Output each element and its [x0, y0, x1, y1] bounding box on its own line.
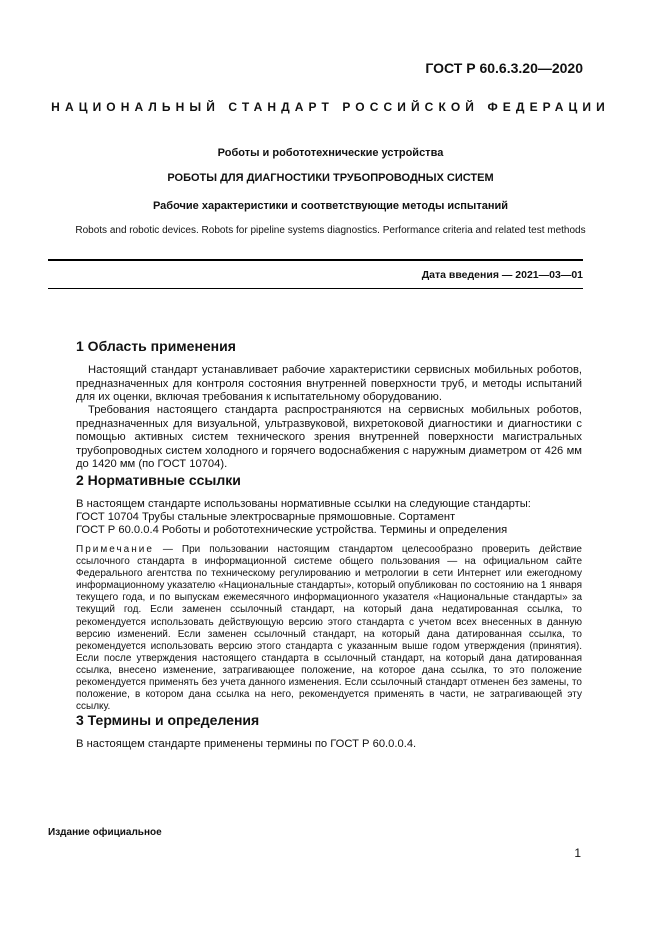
national-standard-banner: НАЦИОНАЛЬНЫЙ СТАНДАРТ РОССИЙСКОЙ ФЕДЕРАЦИИ	[51, 100, 610, 114]
section-2-intro: В настоящем стандарте использованы нормативные ссылки на следующие стандарты:	[76, 498, 531, 510]
date-divider	[48, 288, 583, 289]
note-label: Примечание	[76, 544, 154, 555]
section-3-heading: 3 Термины и определения	[76, 712, 260, 728]
title-line-3: Рабочие характеристики и соответствующие методы испытаний	[152, 200, 509, 212]
reference-gost-r-60-0-0-4: ГОСТ Р 60.0.0.4 Роботы и робототехнические устройства. Термины и определения	[76, 524, 508, 536]
introduction-date: Дата введения — 2021—03—01	[421, 269, 583, 281]
official-edition-label: Издание официальное	[48, 827, 162, 838]
section-1-paragraph-2: Требования настоящего стандарта распространяются на сервисных мобильных роботов, предназначенных для визуальной, ультразвуковой, вихретоковой диагностики и диагностики с помощью активных систем технического зрения внутренней поверхности магистральных трубопроводных систем холодного и горячего водоснабжения с наружным диаметром от 426 мм до 1420 мм (по ГОСТ 10704).	[76, 404, 582, 470]
section-3-paragraph: В настоящем стандарте применены термины по ГОСТ Р 60.0.0.4.	[76, 738, 417, 750]
title-divider	[48, 259, 583, 261]
title-line-1: Роботы и робототехнические устройства	[217, 147, 444, 159]
reference-note	[76, 544, 582, 713]
section-1-heading: 1 Область применения	[76, 338, 236, 354]
reference-gost-10704: ГОСТ 10704 Трубы стальные электросварные прямошовные. Сортамент	[76, 511, 456, 523]
section-2-heading: 2 Нормативные ссылки	[76, 472, 241, 488]
title-english: Robots and robotic devices. Robots for pipeline systems diagnostics. Performance criteria and related test methods	[75, 225, 586, 236]
title-line-2: РОБОТЫ ДЛЯ ДИАГНОСТИКИ ТРУБОПРОВОДНЫХ СИСТЕМ	[167, 172, 494, 184]
note-text: — При пользовании настоящим стандартом целесообразно проверить действие ссылочного стандарта в информационной системе общего пользования — на официальном сайте Федерального агентства по техническому регулированию и метрологии в сети Интернет или ежегодному информационному указателю «Национальные стандарты», который опубликован по состоянию на 1 января текущего года, и по выпускам ежемесячного информационного указателя «Национальные стандарты» за текущий год. Если заменен ссылочный стандарт, на который дана недатированная ссылка, то рекомендуется использовать действующую версию этого стандарта с учетом всех внесенных в данную версию изменений. Если заменен ссылочный стандарт, на который дана датированная ссылка, то рекомендуется использовать версию этого стандарта с указанным выше годом утверждения (принятия). Если после утверждения настоящего стандарта в ссылочный стандарт, на который дана датированная ссылка, внесено изменение, затрагивающее положение, на которое дана ссылка, то это положение рекомендуется применять без учета данного изменения. Если ссылочный стандарт отменен без замены, то положение, в котором дана ссылка на него, рекомендуется применять в части, не затрагивающей эту ссылку.	[76, 544, 582, 713]
section-1-paragraph-1: Настоящий стандарт устанавливает рабочие характеристики сервисных мобильных роботов, предназначенных для контроля состояния внутренней поверхности труб, и методы испытаний для их оценки, включая требования к испытательному оборудованию.	[76, 364, 582, 403]
page-number: 1	[574, 846, 581, 860]
document-code: ГОСТ Р 60.6.3.20—2020	[425, 60, 583, 76]
